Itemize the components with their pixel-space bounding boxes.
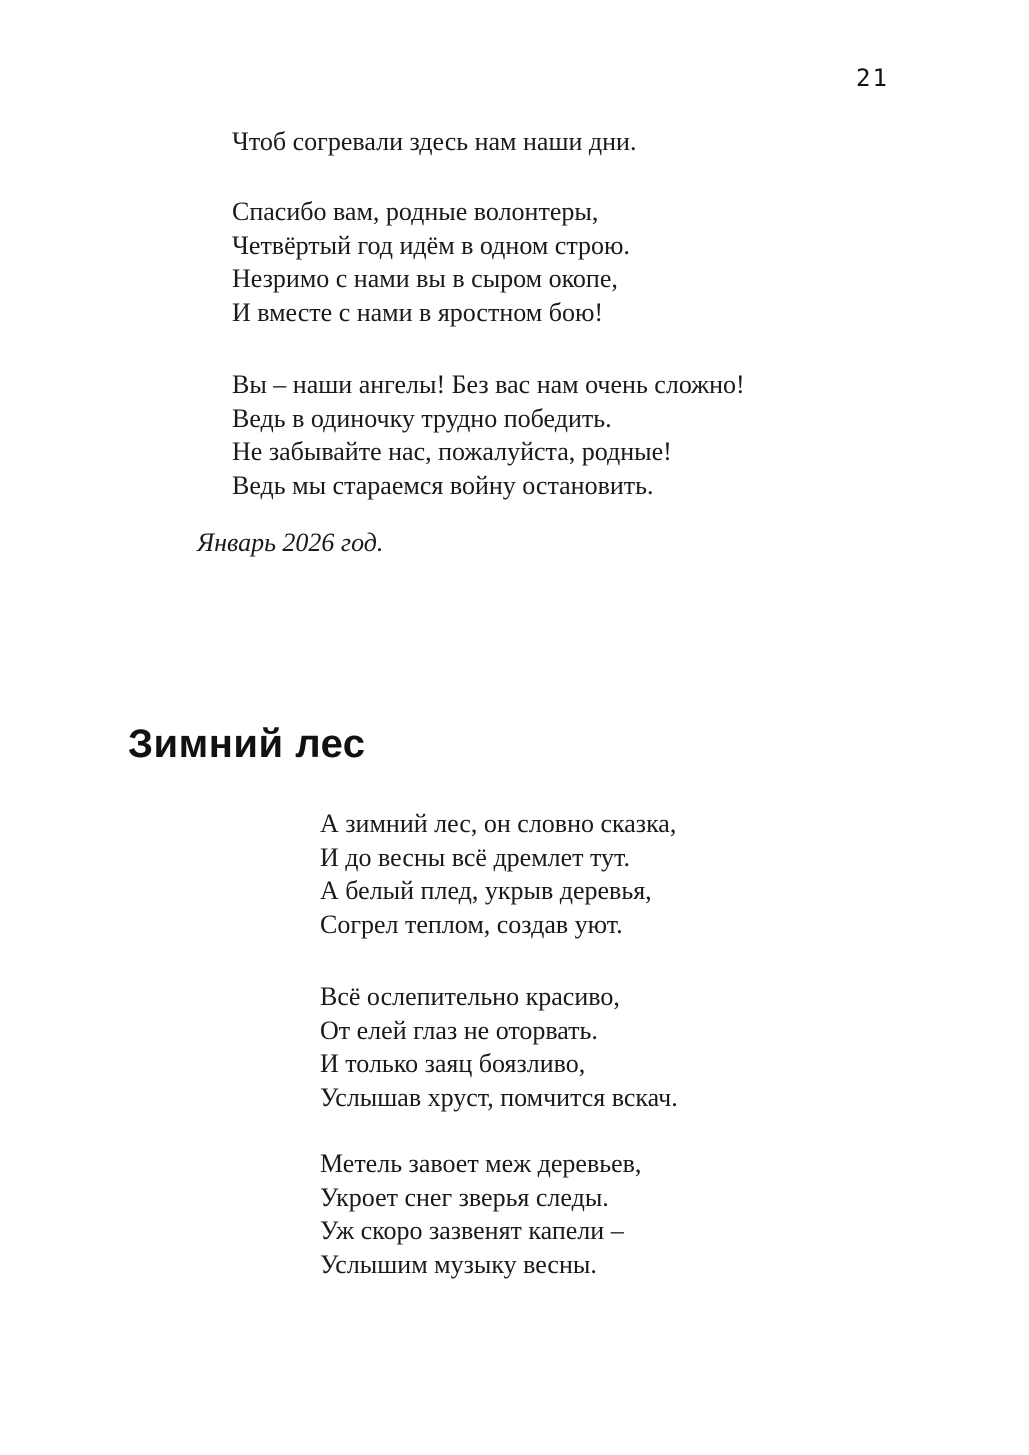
verse-line: Услышим музыку весны. [320,1249,597,1279]
verse-line: Всё ослепительно красиво, [320,982,620,1011]
poem2-stanza-1 [320,807,676,941]
verse-line: Не забывайте нас, пожалуйста, родные! [232,437,672,466]
verse-line: Услышав хруст, помчится вскач. [320,1082,678,1112]
poem1-stanza-2 [232,368,745,502]
verse-line: Согрел теплом, создав уют. [320,909,623,939]
verse-line: Ведь мы стараемся войну остановить. [232,470,654,500]
verse-line: Спасибо вам, родные волонтеры, [232,197,599,226]
verse-line: Вы – наши ангелы! Без вас нам очень сложно! [232,370,745,399]
page-number: 21 [856,64,889,92]
verse-line: Незримо с нами вы в сыром окопе, [232,264,618,293]
verse-line: И до весны всё дремлет тут. [320,842,630,872]
verse-line: От елей глаз не оторвать. [320,1015,598,1045]
poem2-title: Зимний лес [128,722,366,766]
poem1-stanza-1 [232,195,630,329]
verse-line: А зимний лес, он словно сказка, [320,809,677,838]
verse-line: Укроет снег зверья следы. [320,1182,609,1212]
verse-line: Метель завоет меж деревьев, [320,1149,642,1178]
poem1-opening-line [232,125,636,159]
poem2-stanza-2 [320,980,678,1114]
verse-line: Чтоб согревали здесь нам наши дни. [232,127,637,156]
verse-line: Ведь в одиночку трудно победить. [232,403,612,433]
poem2-stanza-3 [320,1147,641,1281]
verse-line: Четвёртый год идём в одном строю. [232,230,630,260]
verse-line: А белый плед, укрыв деревья, [320,876,652,905]
poem1-date: Январь 2026 год. [197,528,384,557]
verse-line: И только заяц боязливо, [320,1049,586,1078]
verse-line: Уж скоро зазвенят капели – [320,1216,624,1245]
verse-line: И вместе с нами в яростном бою! [232,297,604,327]
